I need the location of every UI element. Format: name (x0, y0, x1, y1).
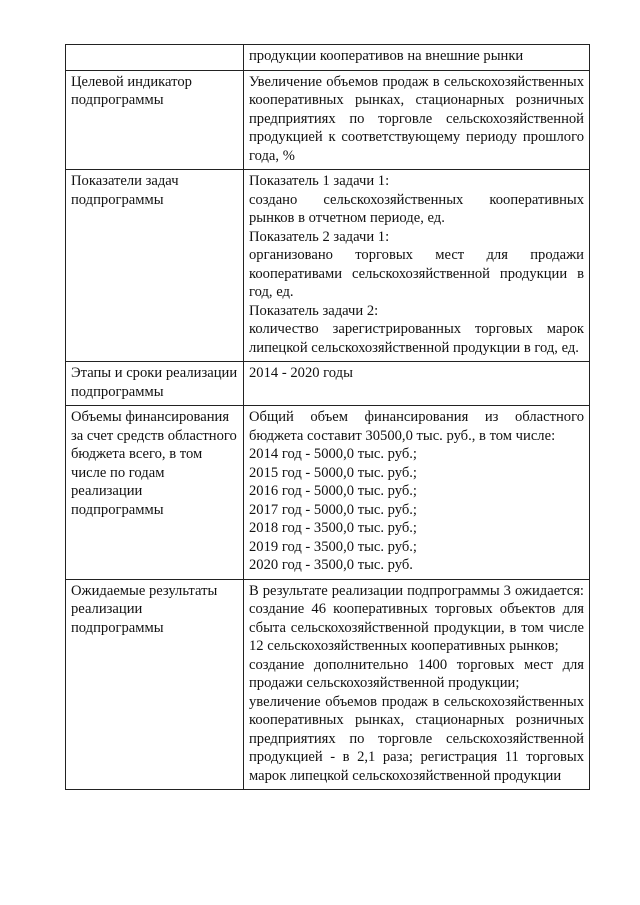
row-label: Ожидаемые результаты реализации подпрограммы (66, 579, 244, 790)
row-value (244, 406, 590, 580)
value-line: создание дополнительно 1400 торговых мест для продажи сельскохозяйственной продукции; (249, 656, 584, 691)
value-line: 2019 год - 3500,0 тыс. руб.; (249, 538, 417, 555)
row-value (244, 362, 590, 406)
value-line: организовано торговых мест для продажи кооперативами сельскохозяйственной продукции в год, ед. (249, 247, 584, 300)
row-value (244, 579, 590, 790)
value-line: создано сельскохозяйственных кооперативных рынков в отчетном периоде, ед. (249, 191, 584, 226)
row-label: Целевой индикатор подпрограммы (66, 70, 244, 170)
row-label: Показатели задач подпрограммы (66, 170, 244, 362)
row-label (66, 45, 244, 71)
value-line: В результате реализации подпрограммы 3 ожидается: создание 46 кооперативных торговых объектов для сбыта сельскохозяйственной продукции, в том числе 12 сельскохозяйственных кооперативных рынков; (249, 582, 584, 654)
table-row (66, 45, 590, 71)
row-value (244, 70, 590, 170)
value-line: 2017 год - 5000,0 тыс. руб.; (249, 501, 417, 518)
value-line: 2020 год - 3500,0 тыс. руб. (249, 557, 413, 573)
table-row (66, 70, 590, 170)
value-line: Показатель 2 задачи 1: (249, 228, 390, 245)
table-row (66, 579, 590, 790)
passport-table (65, 44, 590, 790)
table-row (66, 406, 590, 580)
table-row (66, 362, 590, 406)
value-line: 2014 год - 5000,0 тыс. руб.; (249, 446, 417, 462)
value-line: количество зарегистрированных торговых марок липецкой сельскохозяйственной продукции в год, ед. (249, 321, 584, 356)
table-row (66, 170, 590, 362)
value-line: увеличение объемов продаж в сельскохозяйственных кооперативных рынках, стационарных розничных предприятиях по торговле сельскохозяйственной продукцией - в 2,1 раза; регистрация 11 торговых марок липецкой сельскохозяйственной продукции (249, 693, 584, 784)
row-value (244, 45, 590, 71)
value-line: 2018 год - 3500,0 тыс. руб.; (249, 520, 417, 536)
value-line: продукции кооперативов на внешние рынки (249, 48, 524, 64)
row-label: Этапы и сроки реализации подпрограммы (66, 362, 244, 406)
value-line: 2015 год - 5000,0 тыс. руб.; (249, 464, 417, 481)
value-paragraph: Увеличение объемов продаж в сельскохозяйственных кооперативных рынках, стационарных розничных предприятиях по торговле сельскохозяйственной продукцией к соответствующему периоду прошлого года, % (249, 73, 584, 164)
value-line: Общий объем финансирования из областного бюджета составит 30500,0 тыс. руб., в том числе: (249, 409, 584, 444)
value-line: Показатель 1 задачи 1: (249, 173, 390, 189)
row-value (244, 170, 590, 362)
row-label: Объемы финансирования за счет средств областного бюджета всего, в том числе по годам реализации подпрограммы (66, 406, 244, 580)
value-line: 2014 - 2020 годы (249, 365, 353, 381)
value-line: 2016 год - 5000,0 тыс. руб.; (249, 483, 417, 499)
value-line: Показатель задачи 2: (249, 302, 379, 319)
